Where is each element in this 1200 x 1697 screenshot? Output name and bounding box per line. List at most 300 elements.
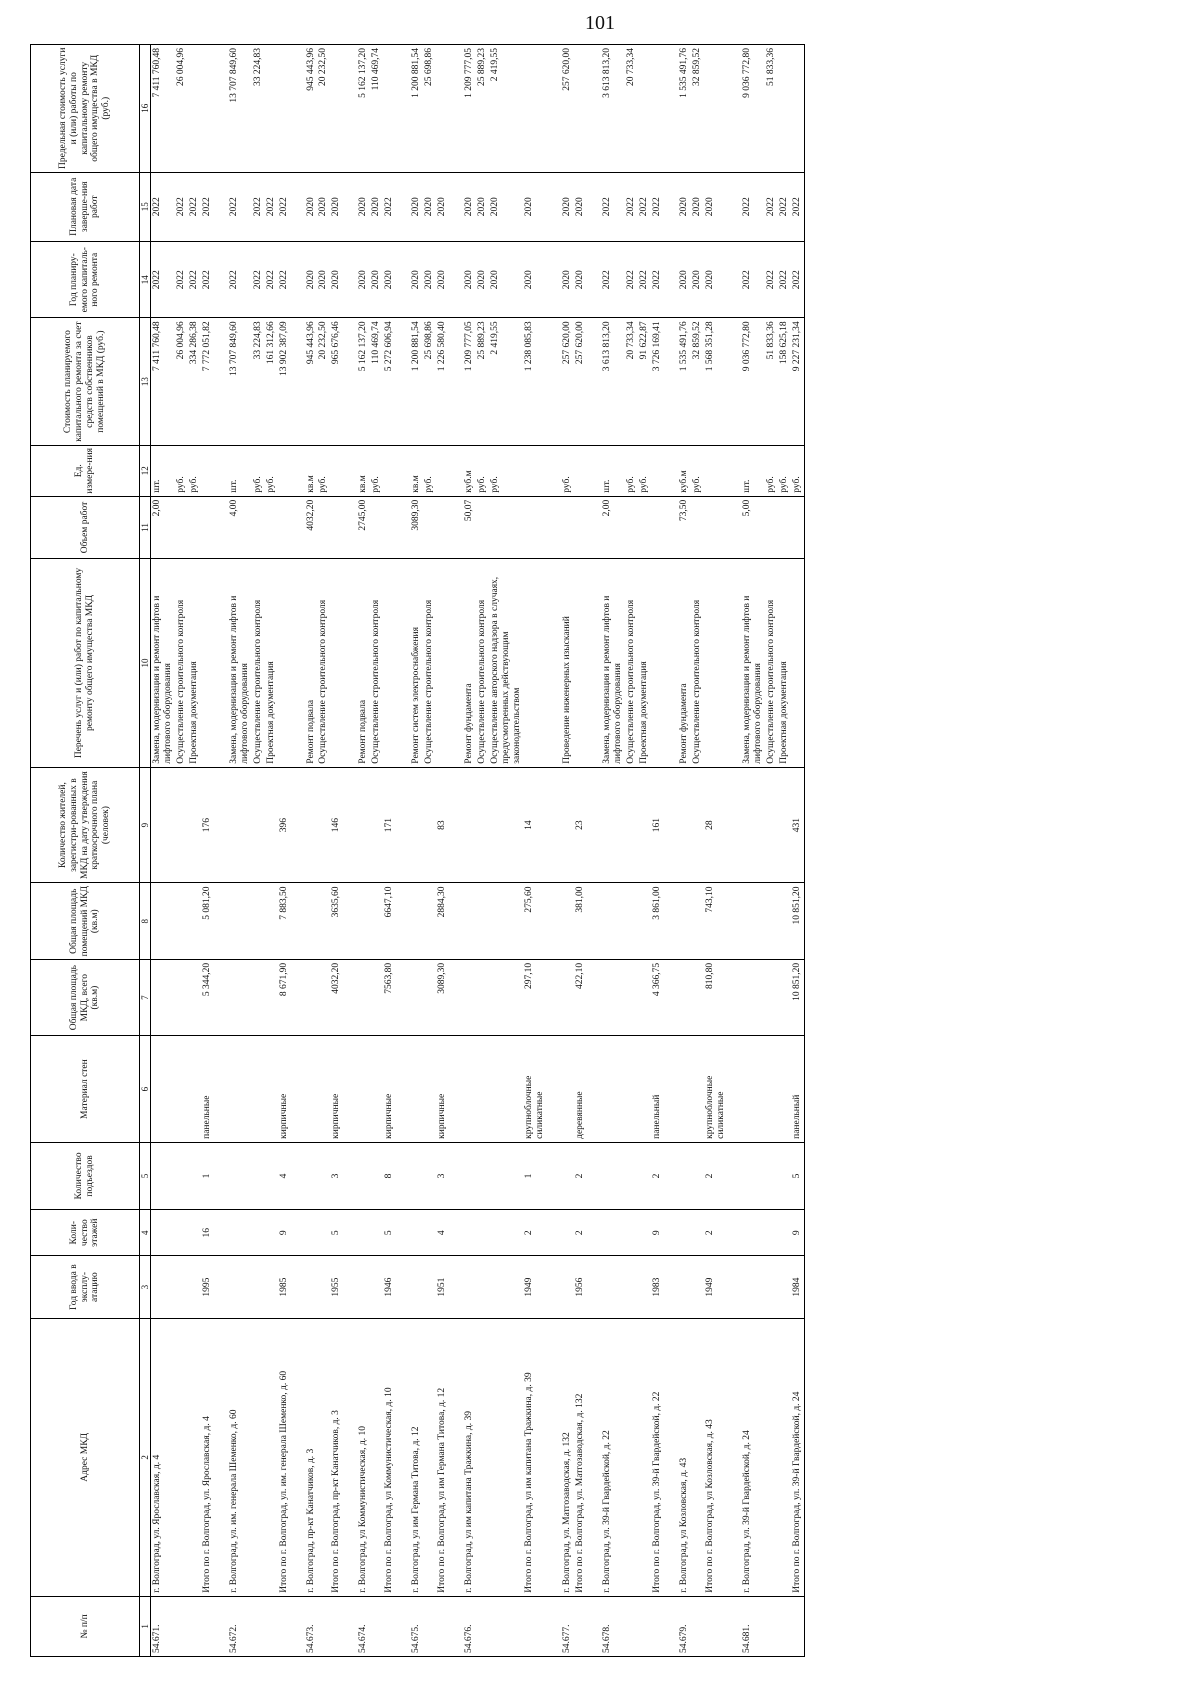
table-row	[383, 45, 396, 1657]
completion-date-cell: 2020	[463, 172, 476, 241]
total-area-cell: 7563,80	[383, 959, 396, 1035]
premises-area-cell	[317, 883, 330, 959]
item-number-cell: 54.678.	[601, 1596, 625, 1656]
spacer-cell	[396, 1318, 410, 1596]
premises-area-cell	[188, 883, 201, 959]
header-cell: Общая площадь МКД, всего (кв.м)	[31, 959, 140, 1035]
item-number-cell	[265, 1596, 278, 1656]
spacer-cell	[291, 1142, 305, 1209]
residents-cell	[638, 767, 651, 883]
max-cost-cell	[188, 45, 201, 173]
spacer-cell	[727, 559, 741, 767]
wall-material-cell	[778, 1036, 791, 1143]
wall-material-cell	[561, 1036, 574, 1143]
floors-cell	[741, 1210, 765, 1256]
total-area-cell	[778, 959, 791, 1035]
header-cell: Год ввода в эксплу-атацию	[31, 1256, 140, 1319]
spacer-cell	[547, 1142, 561, 1209]
item-number-cell: 54.673.	[305, 1596, 318, 1656]
spacer-cell	[727, 45, 741, 173]
spacer-cell	[449, 1596, 463, 1656]
spacer-cell	[449, 883, 463, 959]
wall-material-cell	[175, 1036, 188, 1143]
premises-area-cell	[305, 883, 318, 959]
spacer-cell	[664, 318, 678, 445]
repair-year-cell: 2022	[151, 241, 175, 317]
entrances-cell: 2	[651, 1142, 664, 1209]
entrances-cell: 3	[330, 1142, 343, 1209]
premises-area-cell	[561, 883, 574, 959]
spacer-cell	[587, 959, 601, 1035]
total-area-cell	[188, 959, 201, 1035]
planned-cost-cell: 32 859,52	[691, 318, 704, 445]
repair-plan-table	[30, 44, 805, 1657]
address-cell: г. Волгоград, ул им капитана Тражкина, д. 39	[463, 1318, 476, 1596]
wall-material-cell: кирпичные	[330, 1036, 343, 1143]
planned-cost-cell: 25 889,23	[476, 318, 489, 445]
address-cell: Итого по г. Волгоград, ул Коммунистическая, д. 10	[383, 1318, 396, 1596]
spacer-cell	[214, 1210, 228, 1256]
residents-cell	[188, 767, 201, 883]
spacer-cell	[396, 959, 410, 1035]
spacer-cell	[291, 318, 305, 445]
column-number: 7	[140, 959, 151, 1035]
year-built-cell	[625, 1256, 638, 1319]
table-row	[791, 45, 804, 1657]
spacer-cell	[291, 883, 305, 959]
work-volume-cell	[383, 496, 396, 559]
work-description-cell: Ремонт фундамента	[463, 559, 476, 767]
year-built-cell	[561, 1256, 574, 1319]
max-cost-cell	[574, 45, 587, 173]
premises-area-cell	[625, 883, 638, 959]
item-number-cell	[638, 1596, 651, 1656]
residents-cell	[357, 767, 370, 883]
header-cell: Коли-чество этажей	[31, 1210, 140, 1256]
item-number-cell: 54.672.	[228, 1596, 252, 1656]
premises-area-cell	[370, 883, 383, 959]
spacer-cell	[664, 241, 678, 317]
unit-cell: руб.	[265, 445, 278, 496]
spacer-cell	[587, 1142, 601, 1209]
repair-year-cell: 2022	[625, 241, 638, 317]
table-row	[778, 45, 791, 1657]
work-description-cell: Осуществление строительного контроля	[625, 559, 638, 767]
work-description-cell: Замена, модернизация и ремонт лифтов и лифтового оборудования	[601, 559, 625, 767]
repair-year-cell: 2020	[489, 241, 524, 317]
entrances-cell: 5	[791, 1142, 804, 1209]
address-cell: г. Волгоград, пр-кт Канатчиков, д. 3	[305, 1318, 318, 1596]
table-row	[317, 45, 330, 1657]
table-row	[330, 45, 343, 1657]
residents-cell	[561, 767, 574, 883]
work-description-cell: Осуществление строительного контроля	[691, 559, 704, 767]
entrances-cell: 2	[704, 1142, 728, 1209]
residents-cell: 146	[330, 767, 343, 883]
planned-cost-cell: 3 726 169,41	[651, 318, 664, 445]
spacer-cell	[664, 1596, 678, 1656]
completion-date-cell: 2022	[601, 172, 625, 241]
spacer-cell	[727, 1318, 741, 1596]
entrances-cell	[175, 1142, 188, 1209]
year-built-cell: 1955	[330, 1256, 343, 1319]
year-built-cell: 1985	[278, 1256, 291, 1319]
address-cell	[476, 1318, 489, 1596]
residents-cell	[601, 767, 625, 883]
spacer-cell	[449, 959, 463, 1035]
year-built-cell: 1946	[383, 1256, 396, 1319]
spacer-cell	[291, 959, 305, 1035]
max-cost-cell	[638, 45, 651, 173]
completion-date-cell: 2022	[638, 172, 651, 241]
premises-area-cell: 7 883,50	[278, 883, 291, 959]
repair-year-cell: 2022	[741, 241, 765, 317]
spacer-cell	[664, 1142, 678, 1209]
work-description-cell: Осуществление строительного контроля	[476, 559, 489, 767]
address-cell	[175, 1318, 188, 1596]
wall-material-cell	[357, 1036, 370, 1143]
spacer-cell	[547, 445, 561, 496]
floors-cell	[561, 1210, 574, 1256]
repair-year-cell: 2020	[357, 241, 370, 317]
year-built-cell	[423, 1256, 436, 1319]
wall-material-cell	[410, 1036, 423, 1143]
year-built-cell	[638, 1256, 651, 1319]
item-number-cell	[489, 1596, 524, 1656]
planned-cost-cell: 7 772 051,82	[201, 318, 214, 445]
premises-area-cell: 2884,30	[436, 883, 449, 959]
floors-cell	[765, 1210, 778, 1256]
max-cost-cell: 110 469,74	[370, 45, 383, 173]
entrances-cell: 8	[383, 1142, 396, 1209]
column-number-row	[140, 45, 151, 1657]
wall-material-cell	[370, 1036, 383, 1143]
spacer-cell	[727, 1596, 741, 1656]
work-description-cell: Осуществление строительного контроля	[765, 559, 778, 767]
table-row	[651, 45, 664, 1657]
unit-cell	[201, 445, 214, 496]
work-description-cell	[523, 559, 547, 767]
spacer-cell	[547, 172, 561, 241]
column-number: 14	[140, 241, 151, 317]
unit-cell	[704, 445, 728, 496]
spacer-cell	[214, 1256, 228, 1319]
table-row	[741, 45, 765, 1657]
header-cell: Количество жителей, зарегистри-рованных в МКД на дату утверждения краткосрочного плана (человек)	[31, 767, 140, 883]
wall-material-cell: панельный	[651, 1036, 664, 1143]
spacer-cell	[449, 318, 463, 445]
spacer-cell	[396, 45, 410, 173]
item-number-cell	[523, 1596, 547, 1656]
floors-cell	[188, 1210, 201, 1256]
spacer-cell	[664, 1036, 678, 1143]
header-cell: Перечень услуг и (или) работ по капитальному ремонту общего имущества МКД	[31, 559, 140, 767]
spacer-cell	[214, 559, 228, 767]
max-cost-cell: 257 620,00	[561, 45, 574, 173]
spacer-cell	[214, 318, 228, 445]
table-row	[151, 45, 175, 1657]
address-cell: г. Волгоград, ул. Матгозаводская, д. 132	[561, 1318, 574, 1596]
header-row	[31, 45, 140, 1657]
header-cell: Год планиру-емого капиталь-ного ремонта	[31, 241, 140, 317]
total-area-cell: 297,10	[523, 959, 547, 1035]
spacer-cell	[343, 318, 357, 445]
entrances-cell	[778, 1142, 791, 1209]
spacer-cell	[727, 1142, 741, 1209]
spacer-row	[396, 45, 410, 1657]
rotated-table-container	[30, 44, 1170, 1657]
work-description-cell	[436, 559, 449, 767]
planned-cost-cell: 91 622,87	[638, 318, 651, 445]
repair-year-cell: 2022	[252, 241, 265, 317]
repair-year-cell: 2020	[574, 241, 587, 317]
completion-date-cell: 2020	[476, 172, 489, 241]
spacer-cell	[587, 1210, 601, 1256]
spacer-cell	[664, 1318, 678, 1596]
spacer-row	[587, 45, 601, 1657]
column-number: 16	[140, 45, 151, 173]
address-cell: г. Волгоград, ул. 39-й Гвардейской, д. 22	[601, 1318, 625, 1596]
max-cost-cell	[201, 45, 214, 173]
total-area-cell: 5 344,20	[201, 959, 214, 1035]
repair-year-cell: 2022	[188, 241, 201, 317]
unit-cell: шт.	[151, 445, 175, 496]
entrances-cell	[691, 1142, 704, 1209]
work-volume-cell	[175, 496, 188, 559]
entrances-cell	[638, 1142, 651, 1209]
total-area-cell	[765, 959, 778, 1035]
planned-cost-cell: 110 469,74	[370, 318, 383, 445]
premises-area-cell	[765, 883, 778, 959]
spacer-cell	[214, 1318, 228, 1596]
spacer-cell	[343, 1256, 357, 1319]
repair-year-cell: 2020	[317, 241, 330, 317]
floors-cell	[357, 1210, 370, 1256]
wall-material-cell	[305, 1036, 318, 1143]
entrances-cell	[765, 1142, 778, 1209]
max-cost-cell: 3 613 813,20	[601, 45, 625, 173]
repair-year-cell: 2020	[463, 241, 476, 317]
completion-date-cell: 2022	[228, 172, 252, 241]
wall-material-cell: панельный	[791, 1036, 804, 1143]
item-number-cell	[278, 1596, 291, 1656]
year-built-cell	[357, 1256, 370, 1319]
planned-cost-cell: 26 004,96	[175, 318, 188, 445]
work-volume-cell	[791, 496, 804, 559]
wall-material-cell	[188, 1036, 201, 1143]
planned-cost-cell: 1 535 491,76	[678, 318, 691, 445]
completion-date-cell: 2022	[252, 172, 265, 241]
spacer-row	[449, 45, 463, 1657]
table-row	[423, 45, 436, 1657]
work-volume-cell	[765, 496, 778, 559]
premises-area-cell: 3635,60	[330, 883, 343, 959]
entrances-cell: 4	[278, 1142, 291, 1209]
spacer-cell	[664, 1256, 678, 1319]
floors-cell: 5	[383, 1210, 396, 1256]
residents-cell	[625, 767, 638, 883]
planned-cost-cell: 945 443,96	[305, 318, 318, 445]
table-row	[476, 45, 489, 1657]
premises-area-cell: 5 081,20	[201, 883, 214, 959]
item-number-cell	[691, 1596, 704, 1656]
total-area-cell	[638, 959, 651, 1035]
spacer-cell	[664, 959, 678, 1035]
completion-date-cell: 2020	[423, 172, 436, 241]
work-description-cell	[201, 559, 214, 767]
spacer-cell	[214, 1036, 228, 1143]
total-area-cell	[265, 959, 278, 1035]
work-description-cell: Осуществление авторского надзора в случаях, предусмотренных действующим законодательством	[489, 559, 524, 767]
year-built-cell: 1984	[791, 1256, 804, 1319]
completion-date-cell: 2022	[201, 172, 214, 241]
spacer-cell	[587, 445, 601, 496]
wall-material-cell	[252, 1036, 265, 1143]
year-built-cell	[370, 1256, 383, 1319]
residents-cell	[317, 767, 330, 883]
floors-cell	[778, 1210, 791, 1256]
residents-cell	[305, 767, 318, 883]
year-built-cell	[765, 1256, 778, 1319]
spacer-cell	[449, 767, 463, 883]
residents-cell: 161	[651, 767, 664, 883]
unit-cell: руб.	[778, 445, 791, 496]
wall-material-cell: крупноблочные силикатные	[523, 1036, 547, 1143]
work-volume-cell	[704, 496, 728, 559]
year-built-cell	[151, 1256, 175, 1319]
unit-cell: руб.	[476, 445, 489, 496]
planned-cost-cell: 3 613 813,20	[601, 318, 625, 445]
planned-cost-cell: 257 620,00	[561, 318, 574, 445]
spacer-cell	[449, 445, 463, 496]
spacer-cell	[396, 1036, 410, 1143]
completion-date-cell: 2022	[651, 172, 664, 241]
unit-cell: руб.	[791, 445, 804, 496]
max-cost-cell: 7 411 760,48	[151, 45, 175, 173]
total-area-cell	[691, 959, 704, 1035]
completion-date-cell: 2022	[778, 172, 791, 241]
completion-date-cell: 2020	[574, 172, 587, 241]
floors-cell	[151, 1210, 175, 1256]
year-built-cell	[601, 1256, 625, 1319]
total-area-cell: 3089,30	[436, 959, 449, 1035]
item-number-cell	[383, 1596, 396, 1656]
work-description-cell	[704, 559, 728, 767]
spacer-row	[727, 45, 741, 1657]
spacer-row	[291, 45, 305, 1657]
address-cell: Итого по г. Волгоград, ул. им. генерала Шеменко, д. 60	[278, 1318, 291, 1596]
wall-material-cell	[151, 1036, 175, 1143]
residents-cell	[410, 767, 423, 883]
planned-cost-cell: 51 833,36	[765, 318, 778, 445]
work-volume-cell	[201, 496, 214, 559]
item-number-cell	[791, 1596, 804, 1656]
floors-cell: 16	[201, 1210, 214, 1256]
premises-area-cell	[778, 883, 791, 959]
unit-cell: руб.	[765, 445, 778, 496]
work-description-cell: Замена, модернизация и ремонт лифтов и лифтового оборудования	[741, 559, 765, 767]
residents-cell	[476, 767, 489, 883]
header-cell: Материал стен	[31, 1036, 140, 1143]
spacer-cell	[727, 241, 741, 317]
address-cell	[188, 1318, 201, 1596]
residents-cell	[151, 767, 175, 883]
max-cost-cell: 25 889,23	[476, 45, 489, 173]
planned-cost-cell: 257 620,00	[574, 318, 587, 445]
page-number: 101	[585, 12, 615, 34]
max-cost-cell: 1 535 491,76	[678, 45, 691, 173]
premises-area-cell	[151, 883, 175, 959]
completion-date-cell: 2020	[357, 172, 370, 241]
residents-cell: 83	[436, 767, 449, 883]
spacer-cell	[664, 1210, 678, 1256]
spacer-cell	[214, 1596, 228, 1656]
completion-date-cell: 2020	[489, 172, 524, 241]
floors-cell	[601, 1210, 625, 1256]
spacer-cell	[214, 496, 228, 559]
table-row	[523, 45, 547, 1657]
repair-year-cell: 2022	[651, 241, 664, 317]
spacer-cell	[291, 445, 305, 496]
spacer-cell	[291, 241, 305, 317]
spacer-cell	[214, 767, 228, 883]
planned-cost-cell: 1 209 777,05	[463, 318, 476, 445]
premises-area-cell	[228, 883, 252, 959]
item-number-cell	[175, 1596, 188, 1656]
header-cell: Стоимость планируемого капитального ремонта за счет средств собственников помещений в МКД (руб.)	[31, 318, 140, 445]
spacer-cell	[547, 883, 561, 959]
address-cell	[489, 1318, 524, 1596]
entrances-cell: 1	[523, 1142, 547, 1209]
item-number-cell	[476, 1596, 489, 1656]
unit-cell: руб.	[188, 445, 201, 496]
spacer-cell	[547, 959, 561, 1035]
completion-date-cell: 2020	[305, 172, 318, 241]
entrances-cell	[265, 1142, 278, 1209]
work-description-cell: Проектная документация	[265, 559, 278, 767]
planned-cost-cell: 2 419,55	[489, 318, 524, 445]
entrances-cell	[601, 1142, 625, 1209]
header-cell: Количество подъездов	[31, 1142, 140, 1209]
total-area-cell: 8 671,90	[278, 959, 291, 1035]
spacer-cell	[664, 45, 678, 173]
max-cost-cell: 51 833,36	[765, 45, 778, 173]
spacer-cell	[343, 1142, 357, 1209]
floors-cell	[175, 1210, 188, 1256]
repair-year-cell: 2022	[765, 241, 778, 317]
item-number-cell	[651, 1596, 664, 1656]
table-row	[625, 45, 638, 1657]
floors-cell	[228, 1210, 252, 1256]
premises-area-cell	[175, 883, 188, 959]
work-volume-cell: 2745,00	[357, 496, 370, 559]
table-row	[201, 45, 214, 1657]
year-built-cell	[252, 1256, 265, 1319]
year-built-cell	[305, 1256, 318, 1319]
wall-material-cell: кирпичные	[278, 1036, 291, 1143]
residents-cell: 431	[791, 767, 804, 883]
table-row	[175, 45, 188, 1657]
year-built-cell	[410, 1256, 423, 1319]
header-cell: Адрес МКД	[31, 1318, 140, 1596]
wall-material-cell	[265, 1036, 278, 1143]
spacer-cell	[547, 1596, 561, 1656]
planned-cost-cell: 7 411 760,48	[151, 318, 175, 445]
floors-cell	[252, 1210, 265, 1256]
total-area-cell: 422,10	[574, 959, 587, 1035]
residents-cell	[228, 767, 252, 883]
floors-cell: 9	[651, 1210, 664, 1256]
